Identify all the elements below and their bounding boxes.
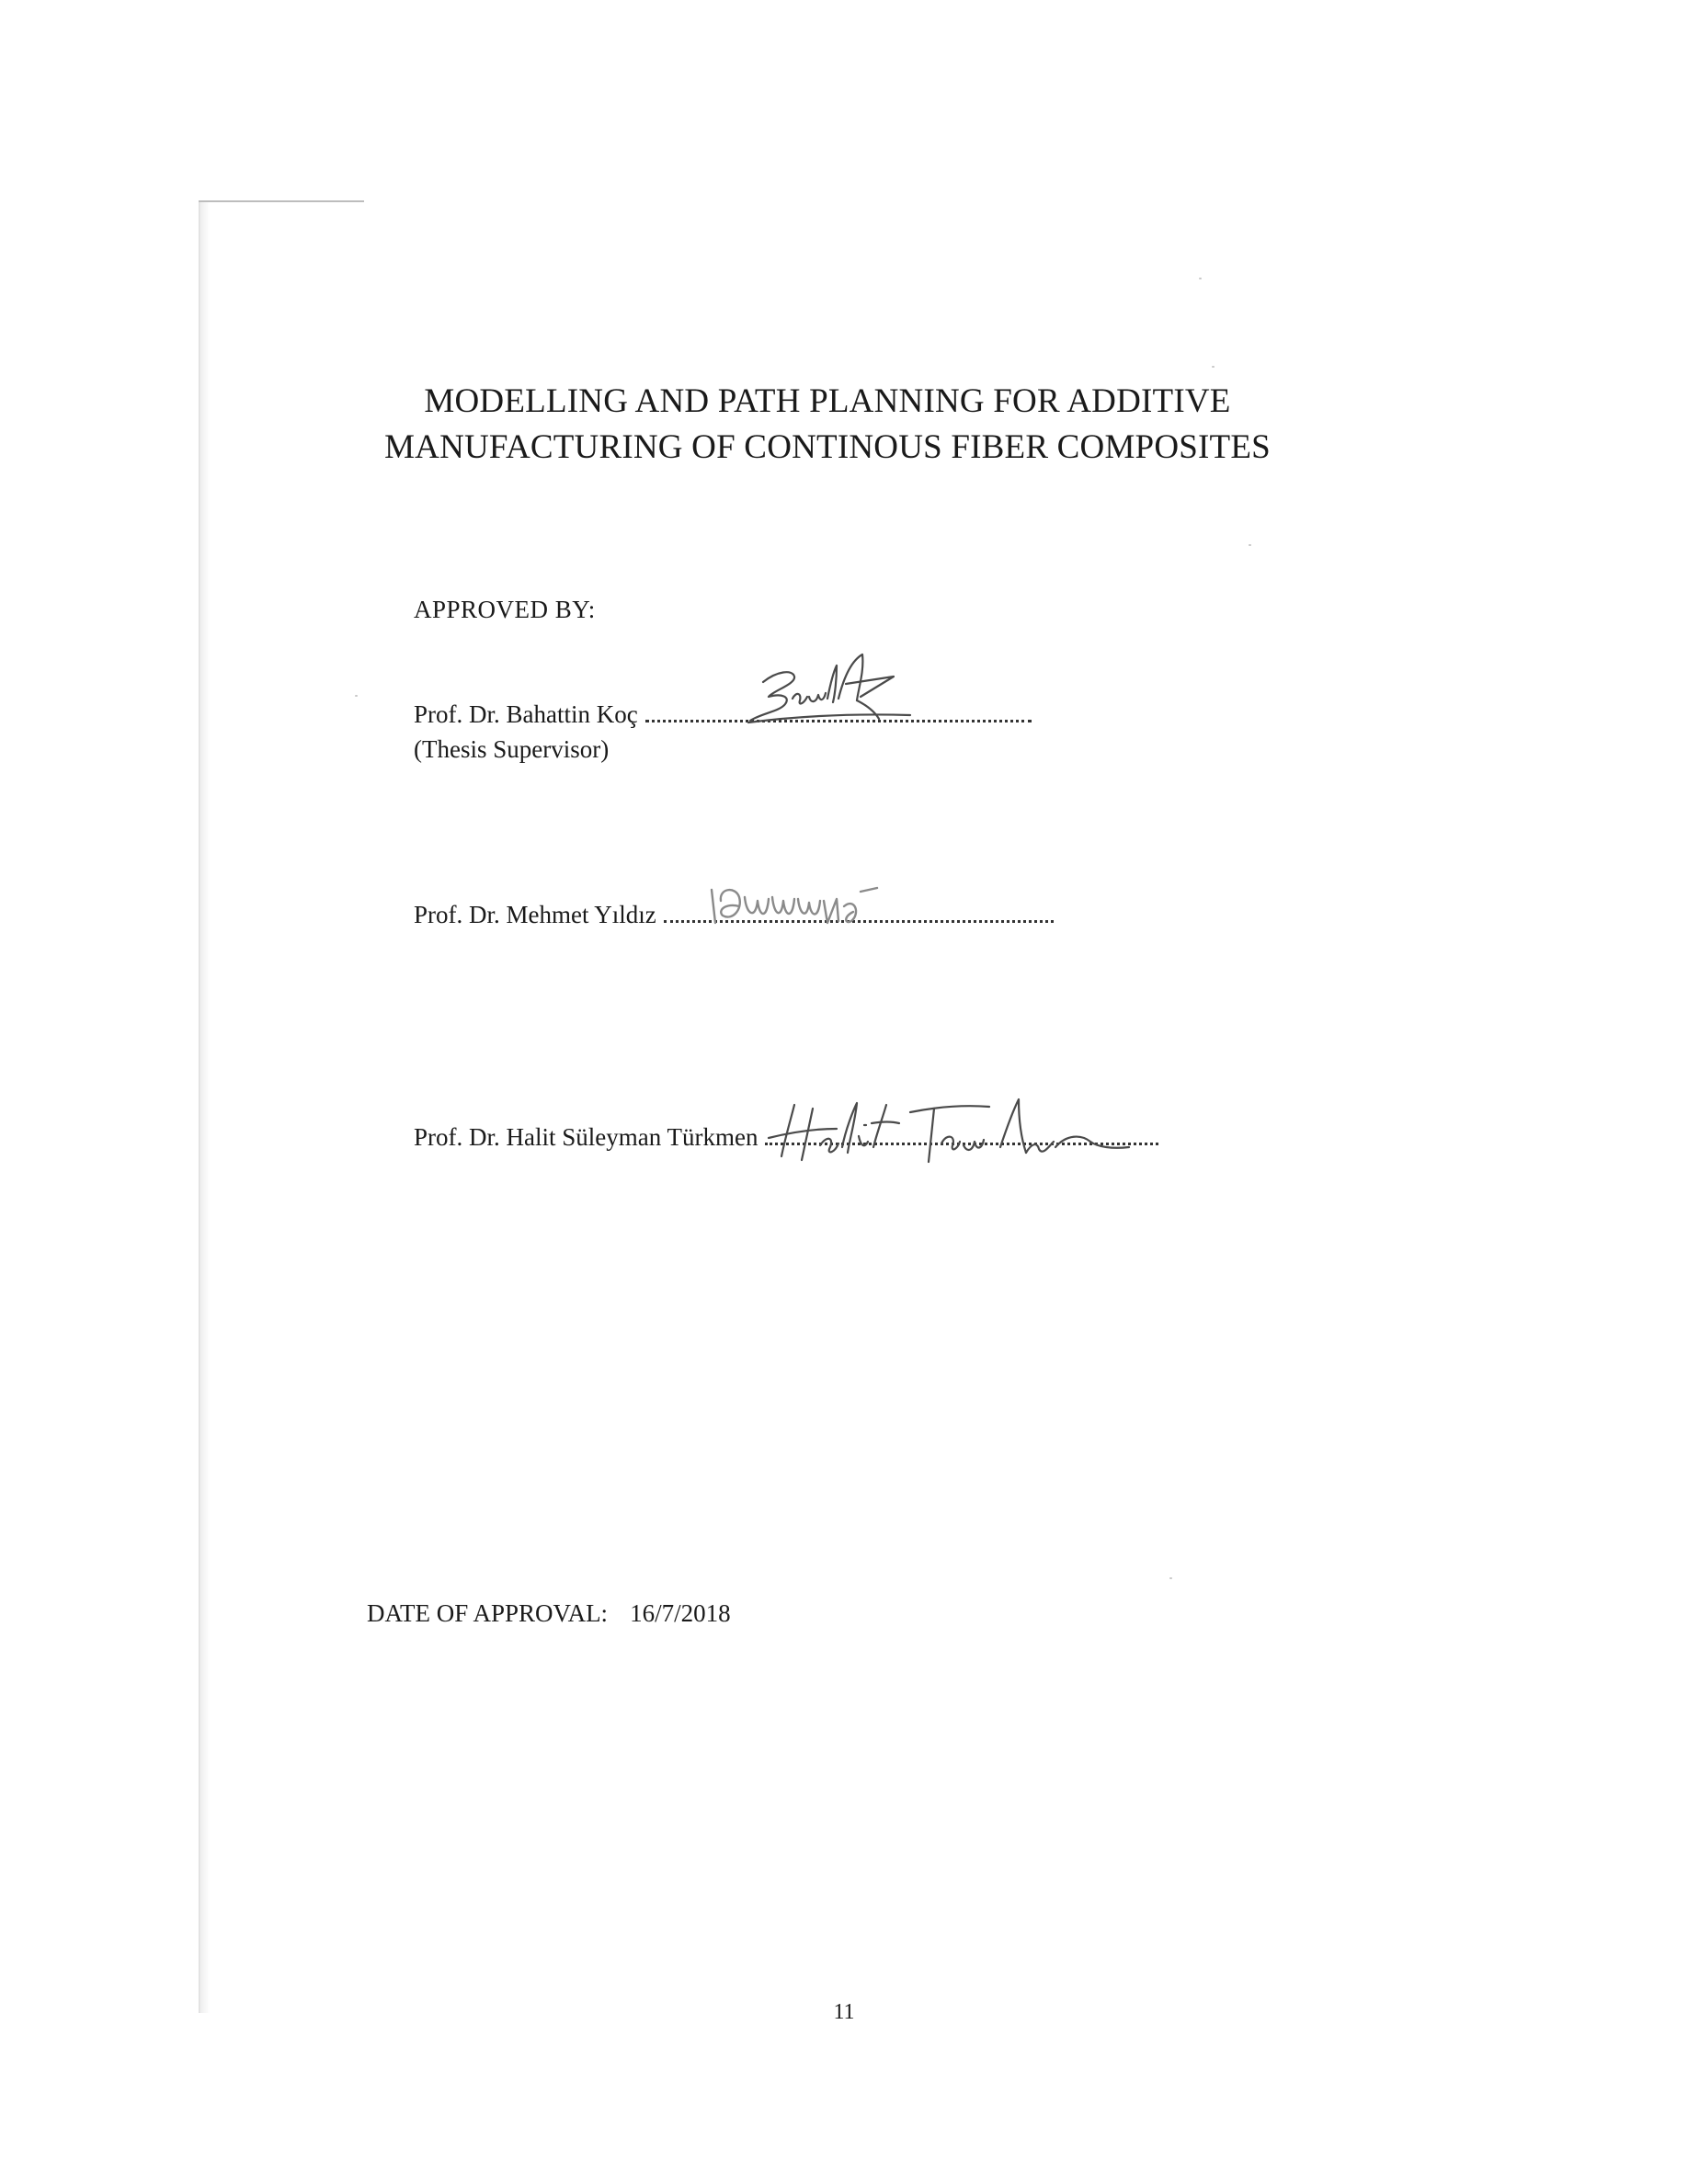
- date-of-approval-label: DATE OF APPROVAL:: [367, 1599, 609, 1627]
- signature-koc: [736, 643, 919, 735]
- thesis-title-line-2: MANUFACTURING OF CONTINOUS FIBER COMPOSITES: [384, 428, 1271, 466]
- date-of-approval-value: 16/7/2018: [630, 1599, 731, 1627]
- scan-speck: [1199, 278, 1202, 279]
- scan-speck: [1169, 1577, 1172, 1579]
- scan-speck: [355, 695, 358, 697]
- thesis-title-line-1: MODELLING AND PATH PLANNING FOR ADDITIVE: [424, 382, 1231, 420]
- approved-by-label: APPROVED BY:: [414, 596, 596, 623]
- signature-yildiz: [699, 873, 910, 938]
- signatory-role: (Thesis Supervisor): [414, 735, 610, 763]
- thesis-title: [349, 379, 1306, 471]
- signatory-name: Prof. Dr. Halit Süleyman Türkmen: [414, 1123, 758, 1151]
- scan-edge-line: [199, 200, 364, 202]
- scan-speck: [1249, 544, 1251, 546]
- date-of-approval: [367, 1599, 731, 1628]
- signatory-name: Prof. Dr. Mehmet Yıldız: [414, 901, 656, 928]
- scan-shadow-left: [199, 200, 210, 2013]
- signatory-koc: [414, 700, 1032, 729]
- scan-speck: [1212, 366, 1215, 368]
- signatory-name: Prof. Dr. Bahattin Koç: [414, 700, 638, 728]
- signature-turkmen: [763, 1092, 1149, 1175]
- page-number: 11: [833, 2000, 855, 2024]
